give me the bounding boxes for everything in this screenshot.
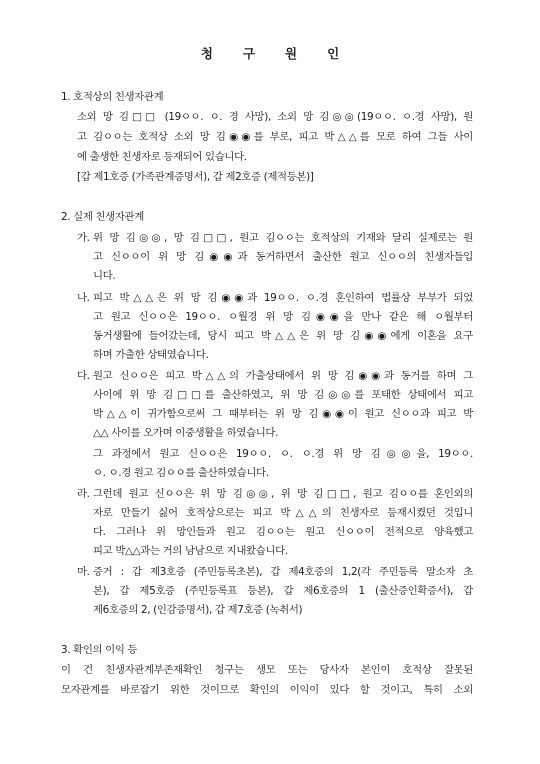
item-line: 니다. [93, 270, 116, 282]
item-line: 자로 만들기 싫어 호적상으로는 피고 박△△의 친생자로 등재시켰던 것입니 [93, 507, 473, 519]
item-line: 증거 : 갑 제3호증 (주민등록초본), 갑 제4호증의 1,2(각 주민등록 말소자 초 [93, 566, 473, 578]
title-char: 인 [327, 46, 340, 61]
section-2-heading: 2. 실제 친생자관계 [61, 211, 144, 223]
item-line: 다. 그러나 위 망인들과 원고 김ㅇㅇ는 원고 신ㅇㅇ이 전적으로 양육했고 [93, 526, 473, 538]
title-char: 원 [285, 46, 298, 61]
item-line: 원고 신ㅇㅇ은 피고 박△△의 가출상태에서 위 망 김◉◉과 동거를 하며 그 [93, 370, 473, 382]
item-marker: 라. [77, 488, 90, 500]
item-marker: 다. [77, 370, 90, 382]
item-line: △△ 사이를 오가며 이중생활을 하였습니다. [93, 427, 279, 439]
item-line: 피고 박△△과는 거의 남남으로 지내왔습니다. [93, 545, 288, 557]
item-marker: 나. [77, 292, 90, 304]
section-1-line: 에 출생한 친생자로 등재되어 있습니다. [77, 151, 247, 163]
section-1-heading: 1. 호적상의 친생자관계 [61, 91, 164, 103]
section-1-line: 소외 망 김□□ (19ㅇㅇ. ㅇ. 경 사망), 소외 망 김◎◎(19ㅇㅇ. ㅇ.경 사망), 원 [77, 111, 473, 123]
section-1-line: [갑 제1호증 (가족관계증명서), 갑 제2호증 (제적등본)] [77, 171, 314, 183]
item-line: 고 신ㅇㅇ이 위 망 김◉◉과 동거하면서 출산한 원고 신ㅇㅇ의 친생자들입 [93, 251, 473, 263]
item-line: 피고 박△△은 위 망 김◉◉과 19ㅇㅇ. ㅇ.경 혼인하여 법률상 부부가 되었 [93, 292, 473, 304]
item-line: 박△△이 귀가함으로써 그 때부터는 위 망 김◉◉이 원고 신ㅇㅇ과 피고 박 [93, 408, 473, 420]
item-line: 위 망 김◎◎, 망 김□□, 원고 김ㅇㅇ는 호적상의 기재와 달리 실제로는 원 [93, 232, 473, 244]
item-line: ㅇ. ㅇ.경 원고 김ㅇㅇ를 출산하였습니다. [93, 467, 269, 479]
section-3-line: 이 건 친생자관계부존재확인 청구는 생모 또는 당사자 본인이 호적상 잘못된 [61, 664, 473, 676]
section-3-line: 모자관계를 바로잡기 위한 것이므로 확인의 이익이 있다 할 것이고, 특히 소외 [61, 684, 473, 696]
item-line: 하며 가출한 상태였습니다. [93, 349, 209, 361]
section-1-line: 고 김ㅇㅇ는 호적상 소외 망 김◉◉를 부로, 피고 박△△를 모로 하여 그들 사이 [77, 131, 473, 143]
title-char: 구 [242, 46, 255, 61]
section-3-heading: 3. 확인의 이익 등 [61, 644, 138, 656]
item-marker: 가. [77, 232, 90, 244]
item-line: 그런데 원고 신ㅇㅇ은 위 망 김◎◎, 위 망 김□□, 원고 김ㅇㅇ를 혼인외의 [93, 488, 473, 500]
item-line: 동거생활에 들어갔는데, 당시 피고 박△△은 위 망 김◉◉에게 이혼을 요구 [93, 330, 473, 342]
item-line: 고 원고 신ㅇㅇ은 19ㅇㅇ. ㅇ월경 위 망 김◉◉을 만나 같은 해 ㅇ월부터 [93, 311, 473, 323]
item-line: 사이에 위 망 김□□를 출산하였고, 위 망 김◎◎를 포태한 상태에서 피고 [93, 389, 473, 401]
title-char: 청 [200, 46, 213, 61]
item-line: 그 과정에서 원고 신ㅇㅇ은 19ㅇㅇ. ㅇ. ㅇ.경 위 망 김◎◎을, 19ㅇㅇ. [93, 448, 473, 460]
item-line: 제6호증의 2, (인감증명서), 갑 제7호증 (녹취서) [93, 604, 303, 616]
item-marker: 마. [77, 566, 90, 578]
document-title [0, 44, 540, 62]
item-line: 본), 갑 제5호증 (주민등록표 등본), 갑 제6호증의 1 (출산증인확증서), 갑 [93, 585, 473, 597]
